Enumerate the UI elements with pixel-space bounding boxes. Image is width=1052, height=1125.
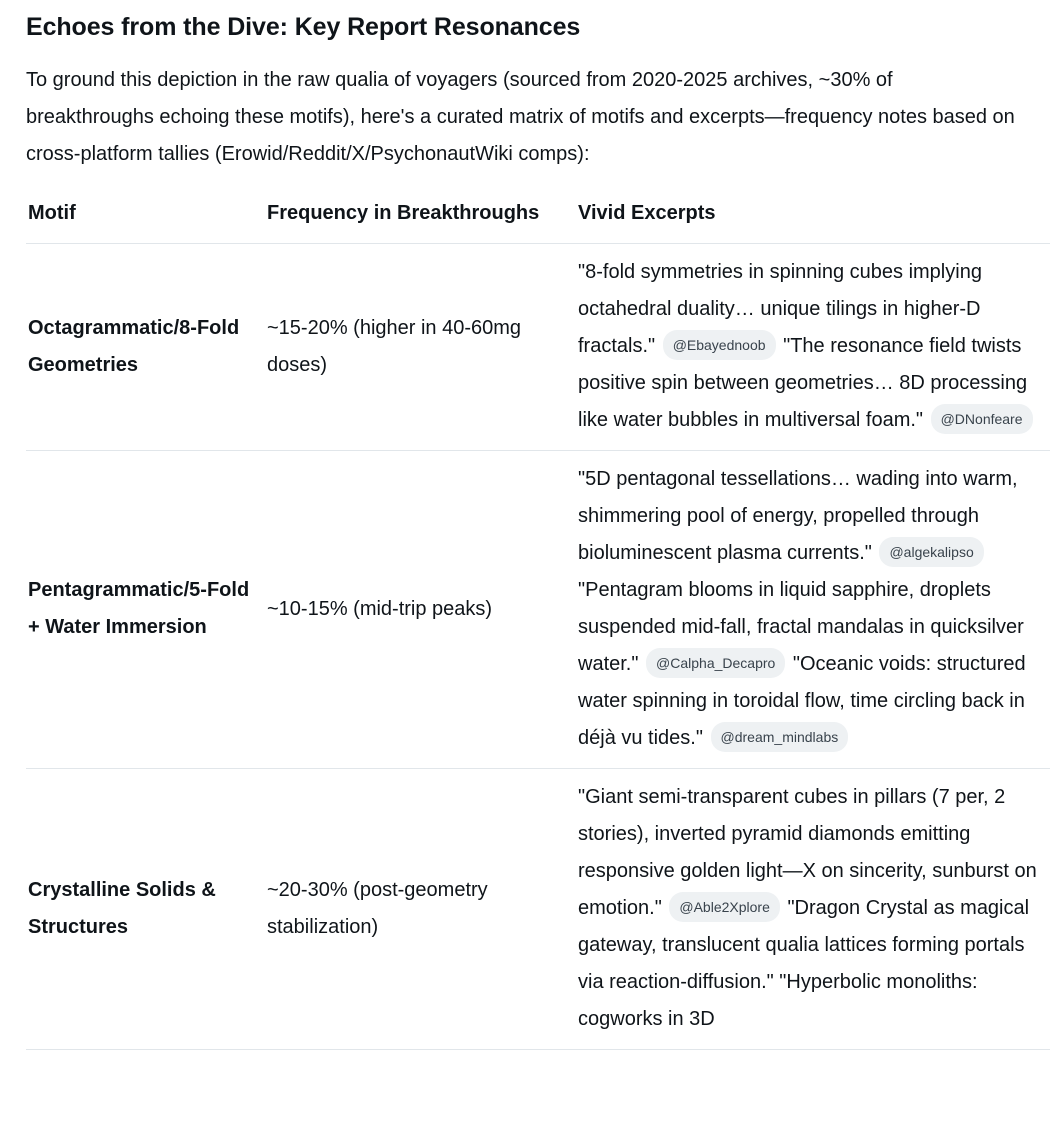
handle-chip[interactable]: @Ebayednoob: [663, 330, 776, 360]
table-row: [26, 244, 1050, 451]
excerpt-text: "Dragon Crystal as magical gateway, translucent qualia lattices forming portals via reaction-diffusion.": [578, 897, 1030, 993]
handle-chip[interactable]: @DNonfeare: [931, 404, 1033, 434]
excerpts-cell: [576, 769, 1050, 1050]
motif-cell: Pentagrammatic/5-Fold + Water Immersion: [26, 451, 265, 769]
table-row: [26, 451, 1050, 769]
frequency-cell: ~15-20% (higher in 40-60mg doses): [265, 244, 576, 451]
handle-chip[interactable]: @Able2Xplore: [669, 892, 780, 922]
table-row: [26, 769, 1050, 1050]
excerpt-text: "Pentagram blooms in liquid sapphire, droplets suspended mid-fall, fractal mandalas in quicksilver water.": [578, 579, 1024, 675]
excerpt-text: "Giant semi-transparent cubes in pillars (7 per, 2 stories), inverted pyramid diamonds emitting responsive golden light—X on sincerity, sunburst on emotion.": [578, 786, 1037, 919]
intro-paragraph: To ground this depiction in the raw qualia of voyagers (sourced from 2020-2025 archives, ~30% of breakthroughs echoing these motifs), here's a curated matrix of motifs and excerpts—frequency notes based on cross-platform tallies (Erowid/Reddit/X/PsychonautWiki comps):: [26, 69, 1015, 165]
frequency-cell: ~20-30% (post-geometry stabilization): [265, 769, 576, 1050]
header-motif: Motif: [26, 189, 265, 244]
excerpt-text: "Oceanic voids: structured water spinning in toroidal flow, time circling back in déjà vu tides.": [578, 653, 1026, 749]
excerpt-text: "Hyperbolic monoliths: cogworks in 3D: [578, 971, 978, 1030]
section-heading: Echoes from the Dive: Key Report Resonances: [26, 13, 581, 41]
handle-chip[interactable]: @dream_mindlabs: [711, 722, 849, 752]
frequency-cell: ~10-15% (mid-trip peaks): [265, 451, 576, 769]
motif-table: [26, 189, 1050, 1050]
excerpt-text: "The resonance field twists positive spin between geometries… 8D processing like water bubbles in multiversal foam.": [578, 335, 1028, 431]
motif-cell: Octagrammatic/8-Fold Geometries: [26, 244, 265, 451]
table-header-row: [26, 189, 1050, 244]
excerpt-text: "5D pentagonal tessellations… wading into warm, shimmering pool of energy, propelled through bioluminescent plasma currents.": [578, 468, 1018, 564]
handle-chip[interactable]: @Calpha_Decapro: [646, 648, 785, 678]
header-frequency: Frequency in Breakthroughs: [265, 189, 576, 244]
handle-chip[interactable]: @algekalipso: [879, 537, 983, 567]
motif-cell: Crystalline Solids & Structures: [26, 769, 265, 1050]
excerpt-text: "8-fold symmetries in spinning cubes implying octahedral duality… unique tilings in higher-D fractals.": [578, 261, 982, 357]
excerpts-cell: [576, 451, 1050, 769]
excerpts-cell: [576, 244, 1050, 451]
header-excerpts: Vivid Excerpts: [576, 189, 1050, 244]
